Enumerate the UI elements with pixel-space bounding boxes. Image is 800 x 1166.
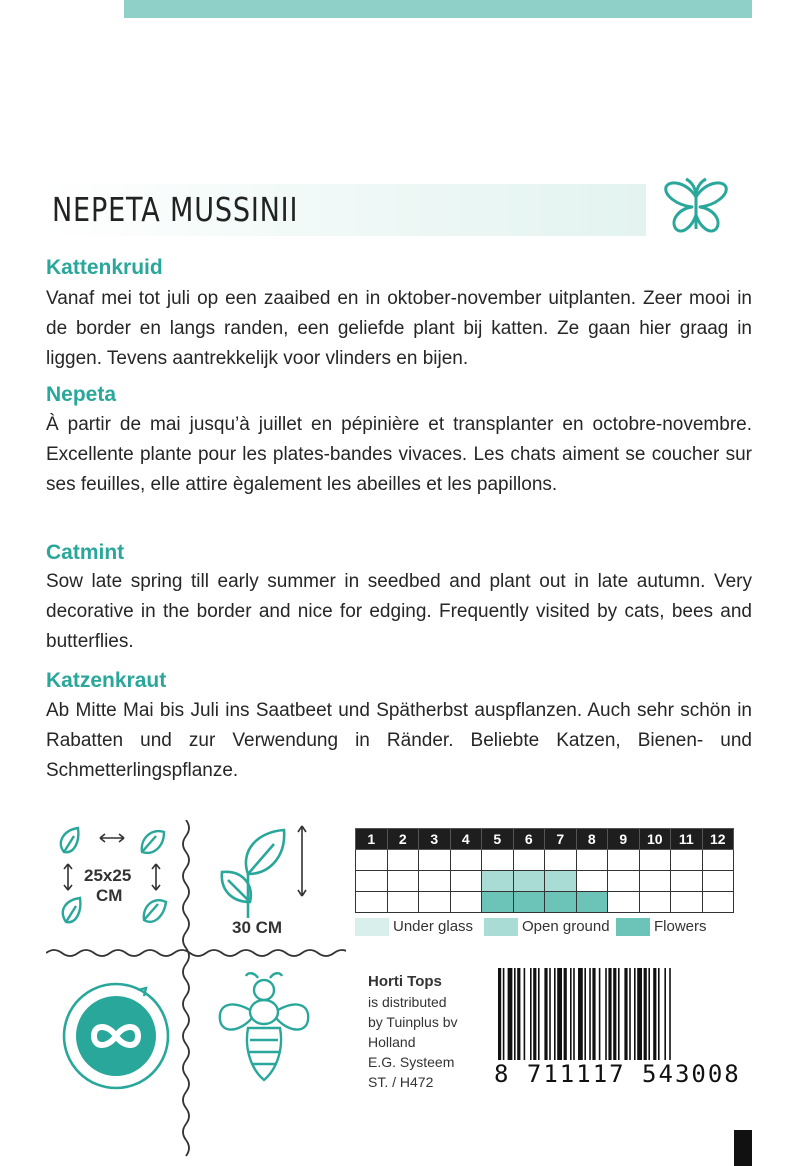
barcode-bar — [629, 968, 631, 1060]
calendar-cell — [387, 871, 419, 892]
infinity-icon — [58, 978, 174, 1094]
calendar-cell — [387, 850, 419, 871]
calendar-cell — [450, 871, 482, 892]
calendar-cell — [482, 850, 514, 871]
month-header: 5 — [482, 829, 514, 850]
calendar-cell — [576, 892, 608, 913]
calendar-cell — [671, 892, 703, 913]
barcode-bar — [557, 968, 562, 1060]
legend-swatch — [355, 918, 389, 936]
barcode-bar — [573, 968, 575, 1060]
horizontal-wavy-divider — [46, 946, 346, 960]
calendar-cell — [419, 892, 451, 913]
barcode-bar — [634, 968, 636, 1060]
barcode-bar — [514, 968, 516, 1060]
barcode-bar — [618, 968, 620, 1060]
month-header: 4 — [450, 829, 482, 850]
calendar-cell — [608, 871, 640, 892]
page-title: NEPETA MUSSINII — [52, 190, 299, 229]
month-header: 2 — [387, 829, 419, 850]
spacing-label: 25x25 — [84, 866, 132, 885]
calendar-cell — [450, 850, 482, 871]
barcode-bar — [533, 968, 536, 1060]
section-text-en: Sow late spring till early summer in seedbed and plant out in late autumn. Very decorative in the border and nice for edging. Frequently visited by cats, bees and butterflies. — [46, 571, 752, 652]
calendar-cell — [639, 850, 671, 871]
calendar-cell — [356, 892, 388, 913]
barcode-bar — [599, 968, 601, 1060]
legend-flowers — [616, 918, 707, 936]
barcode-bar — [613, 968, 616, 1060]
barcode-bar — [644, 968, 647, 1060]
barcode-bar — [564, 968, 567, 1060]
distributor-info — [368, 972, 458, 1092]
barcode-bar — [503, 968, 505, 1060]
barcode-bar — [669, 968, 671, 1060]
month-header: 1 — [356, 829, 388, 850]
section-heading-en: Catmint — [46, 541, 125, 564]
month-header: 9 — [608, 829, 640, 850]
section-heading-fr: Nepeta — [46, 383, 117, 406]
corner-marker — [734, 1130, 752, 1166]
bee-icon — [214, 970, 314, 1090]
calendar-cell — [356, 850, 388, 871]
section-text-fr: À partir de mai jusqu’à juillet en pépinière et transplanter en octobre-novembre. Excellente plante pour les plates-bandes vivaces. Les chats aiment se coucher sur ses feuilles, elle attire ègalement les abeilles et les papillons. — [46, 414, 752, 495]
barcode-bar — [508, 968, 513, 1060]
month-header: 8 — [576, 829, 608, 850]
calendar-cell — [576, 850, 608, 871]
month-header: 10 — [639, 829, 671, 850]
calendar-cell — [419, 871, 451, 892]
barcode-bar — [538, 968, 540, 1060]
calendar-cell — [545, 892, 577, 913]
section-text-de: Ab Mitte Mai bis Juli ins Saatbeet und Spätherbst auspflanzen. Auch sehr schön in Rabatten und zur Verwendung in Ränder. Beliebte Katzen, Bienen- und Schmetterlingspflanze. — [46, 700, 752, 781]
calendar-cell — [702, 871, 734, 892]
barcode-bar — [637, 968, 642, 1060]
barcode-digits: 8 711117 543008 — [494, 1060, 741, 1088]
calendar-cell — [608, 850, 640, 871]
top-accent-bar — [124, 0, 752, 18]
barcode-bar — [658, 968, 660, 1060]
calendar-cell — [482, 871, 514, 892]
distributor-line: by Tuinplus bv — [368, 1014, 458, 1030]
month-header: 11 — [671, 829, 703, 850]
row-flowers — [356, 892, 734, 913]
calendar-cell — [702, 850, 734, 871]
calendar-cell — [702, 892, 734, 913]
brand-name: Horti Tops — [368, 973, 442, 990]
legend-label: Under glass — [393, 918, 474, 935]
distributor-line: ST. / H472 — [368, 1074, 434, 1090]
calendar-cell — [419, 850, 451, 871]
legend-swatch — [484, 918, 518, 936]
barcode-bar — [653, 968, 656, 1060]
legend-label: Flowers — [654, 918, 707, 935]
spacing-unit-label: CM — [96, 886, 123, 905]
barcode-bar — [578, 968, 583, 1060]
barcode-bar — [524, 968, 526, 1060]
barcode-bar — [544, 968, 547, 1060]
month-header: 12 — [702, 829, 734, 850]
barcode-bar — [584, 968, 586, 1060]
distributor-line: Holland — [368, 1034, 416, 1050]
calendar-cell — [356, 871, 388, 892]
section-heading-de: Katzenkraut — [46, 669, 167, 692]
barcode-bar — [592, 968, 595, 1060]
barcode-bar — [664, 968, 666, 1060]
barcode-bar — [589, 968, 591, 1060]
month-header: 3 — [419, 829, 451, 850]
distributor-line: E.G. Systeem — [368, 1054, 455, 1070]
calendar-cell — [639, 892, 671, 913]
barcode-bar — [517, 968, 520, 1060]
vertical-wavy-divider — [178, 820, 194, 1160]
calendar-cell — [450, 892, 482, 913]
section-text-nl: Vanaf mei tot juli op een zaaibed en in oktober-november uitplanten. Zeer mooi in de border en langs randen, een geliefde plant bij katten. Ze gaan hier graag in liggen. Tevens aantrekkelijk voor vlinders en bijen. — [46, 288, 752, 369]
calendar-cell — [513, 871, 545, 892]
barcode-bar — [570, 968, 572, 1060]
leaf-icon — [212, 822, 322, 922]
calendar-cell — [545, 850, 577, 871]
calendar-cell — [639, 871, 671, 892]
legend-open-ground — [484, 918, 610, 936]
row-under-glass — [356, 850, 734, 871]
calendar-cell — [545, 871, 577, 892]
butterfly-icon — [662, 175, 730, 243]
month-header: 7 — [545, 829, 577, 850]
sowing-calendar — [355, 828, 734, 913]
barcode-bar — [498, 968, 501, 1060]
barcode-bar — [648, 968, 650, 1060]
barcode-bar — [554, 968, 556, 1060]
barcode-bar — [608, 968, 611, 1060]
barcode-bar — [530, 968, 532, 1060]
calendar-cell — [513, 850, 545, 871]
calendar-cell — [671, 850, 703, 871]
distributor-line: is distributed — [368, 994, 447, 1010]
calendar-cell — [608, 892, 640, 913]
calendar-cell — [576, 871, 608, 892]
barcode-bar — [624, 968, 627, 1060]
calendar-cell — [482, 892, 514, 913]
month-header: 6 — [513, 829, 545, 850]
barcode-bar — [549, 968, 551, 1060]
calendar-cell — [671, 871, 703, 892]
calendar-cell — [513, 892, 545, 913]
legend-swatch — [616, 918, 650, 936]
height-label: 30 CM — [232, 918, 283, 937]
calendar-cell — [387, 892, 419, 913]
legend-label: Open ground — [522, 918, 610, 935]
barcode-bar — [605, 968, 607, 1060]
legend-under-glass — [355, 918, 473, 936]
row-open-ground — [356, 871, 734, 892]
barcode — [498, 968, 736, 1064]
section-heading-nl: Kattenkruid — [46, 256, 163, 279]
